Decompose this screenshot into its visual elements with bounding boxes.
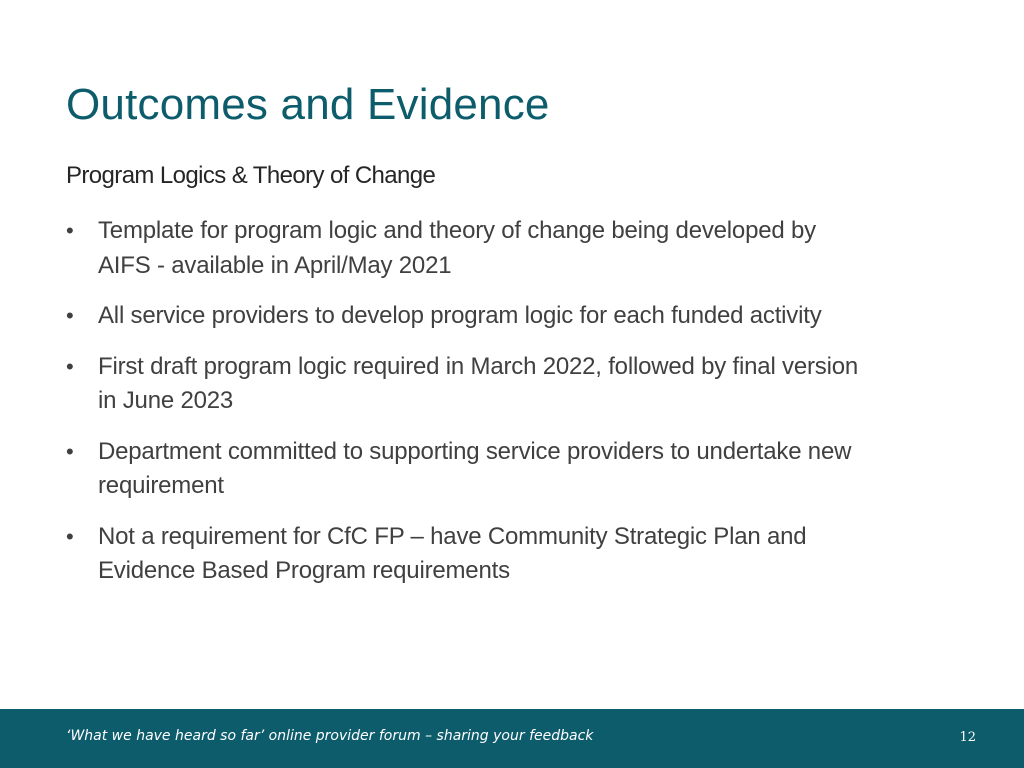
slide-title: Outcomes and Evidence xyxy=(66,80,550,129)
bullet-item xyxy=(66,299,866,334)
bullet-icon: • xyxy=(66,303,74,328)
bullet-text: Template for program logic and theory of change being developed by AIFS - available in April/May 2021 xyxy=(98,217,816,279)
bullet-text: Not a requirement for CfC FP – have Community Strategic Plan and Evidence Based Program requirements xyxy=(98,522,807,584)
bullet-item xyxy=(66,214,866,283)
bullet-item xyxy=(66,350,866,419)
bullet-item xyxy=(66,520,866,589)
bullet-icon: • xyxy=(66,438,74,464)
bullet-text: First draft program logic required in March 2022, followed by final version in June 2023 xyxy=(98,352,859,414)
bullet-text: Department committed to supporting service providers to undertake new requirement xyxy=(98,437,852,499)
slide-subtitle: Program Logics & Theory of Change xyxy=(66,162,436,189)
bullet-icon: • xyxy=(66,218,74,243)
page-number: 12 xyxy=(959,730,976,745)
bullet-icon: • xyxy=(66,523,74,549)
footer-text: ‘What we have heard so far’ online provider forum – sharing your feedback xyxy=(66,728,594,744)
bullet-icon: • xyxy=(66,353,74,379)
bullet-text: All service providers to develop program logic for each funded activity xyxy=(98,302,822,329)
footer-bar xyxy=(0,709,1024,768)
bullet-list xyxy=(66,214,866,605)
bullet-item xyxy=(66,435,866,504)
